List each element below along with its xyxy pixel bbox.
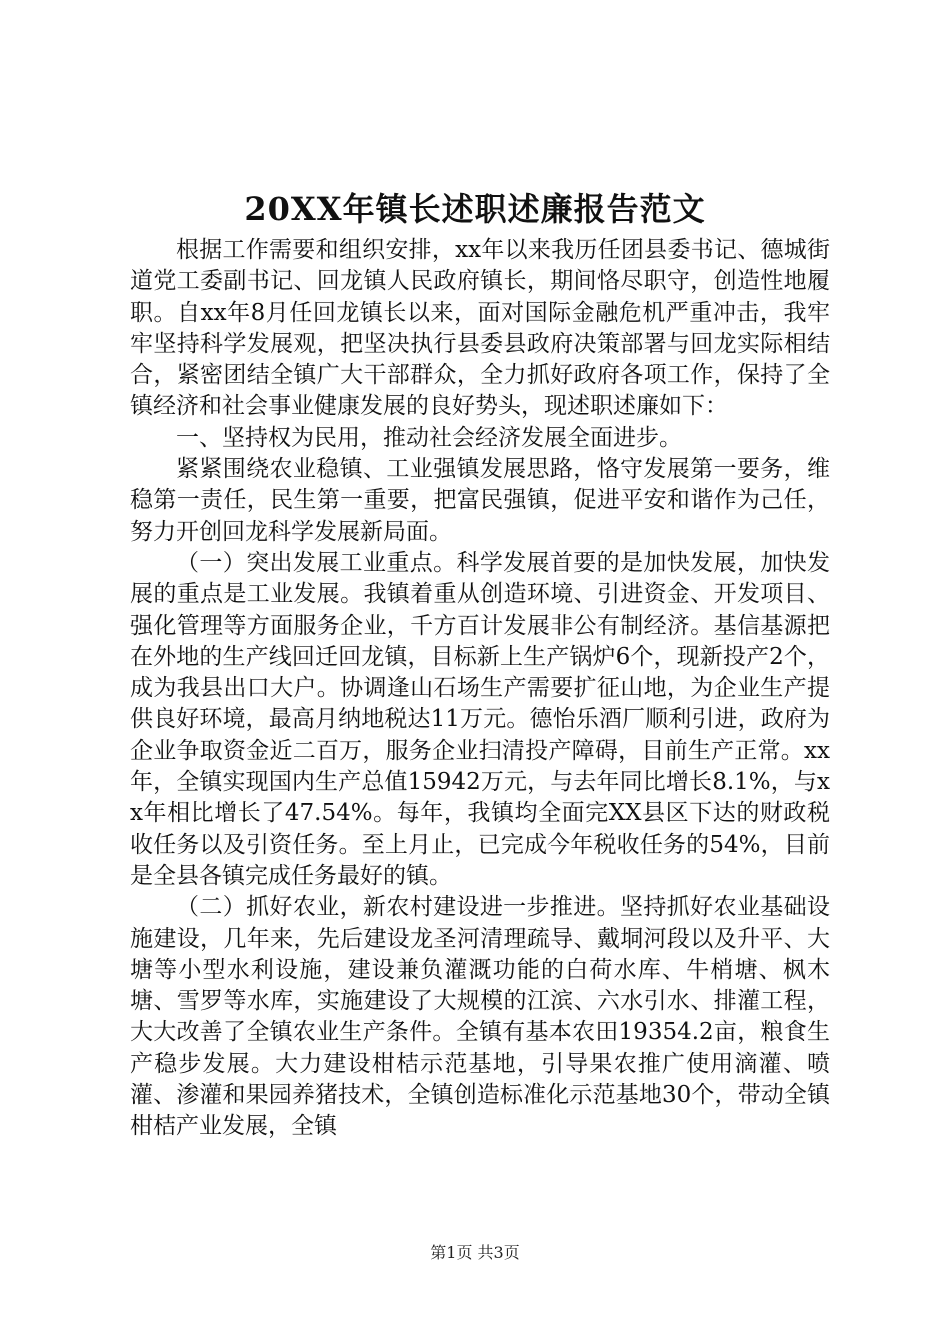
document-title: 20XX年镇长述职述廉报告范文 bbox=[244, 190, 706, 228]
document-body bbox=[130, 235, 830, 1143]
paragraph-industry: （一）突出发展工业重点。科学发展首要的是加快发展，加快发展的重点是工业发展。我镇着重从创造环境、引进资金、开发项目、强化管理等方面服务企业，千方百计发展非公有制经济。基信基源把在外地的生产线回迁回龙镇，目标新上生产锅炉6个，现新投产2个，成为我县出口大户。协调逢山石场生产需要扩征山地，为企业生产提供良好环境，最高月纳地税达11万元。德怡乐酒厂顺利引进，政府为企业争取资金近二百万，服务企业扫清投产障碍，目前生产正常。xx年，全镇实现国内生产总值15942万元，与去年同比增长8.1%，与xx年相比增长了47.54%。每年，我镇均全面完XX县区下达的财政税收任务以及引资任务。至上月止，已完成今年税收任务的54%，目前是全县各镇完成任务最好的镇。 bbox=[130, 549, 830, 889]
paragraph-intro: 根据工作需要和组织安排，xx年以来我历任团县委书记、德城街道党工委副书记、回龙镇人民政府镇长，期间恪尽职守，创造性地履职。自xx年8月任回龙镇长以来，面对国际金融危机严重冲击，我牢牢坚持科学发展观，把坚决执行县委县政府决策部署与回龙实际相结合，紧密团结全镇广大干部群众，全力抓好政府各项工作，保持了全镇经济和社会事业健康发展的良好势头，现述职述廉如下： bbox=[130, 237, 830, 420]
paragraph-agriculture: （二）抓好农业，新农村建设进一步推进。坚持抓好农业基础设施建设，几年来，先后建设龙圣河清理疏导、戴垌河段以及升平、大塘等小型水利设施，建设兼负灌溉功能的白荷水库、牛梢塘、枫木塘、雪罗等水库，实施建设了大规模的江滨、六水引水、排灌工程，大大改善了全镇农业生产条件。全镇有基本农田19354.2亩，粮食生产稳步发展。大力建设柑桔示范基地，引导果农推广使用滴灌、喷灌、渗灌和果园养猪技术，全镇创造标准化示范基地30个，带动全镇柑桔产业发展，全镇 bbox=[130, 894, 830, 1140]
page-number: 第1页 共3页 bbox=[430, 1243, 520, 1262]
section-heading-1: 一、坚持权为民用，推动社会经济发展全面进步。 bbox=[176, 424, 682, 451]
paragraph-section-1-intro: 紧紧围绕农业稳镇、工业强镇发展思路，恪守发展第一要务，维稳第一责任，民生第一重要，把富民强镇，促进平安和谐作为己任，努力开创回龙科学发展新局面。 bbox=[130, 456, 830, 545]
